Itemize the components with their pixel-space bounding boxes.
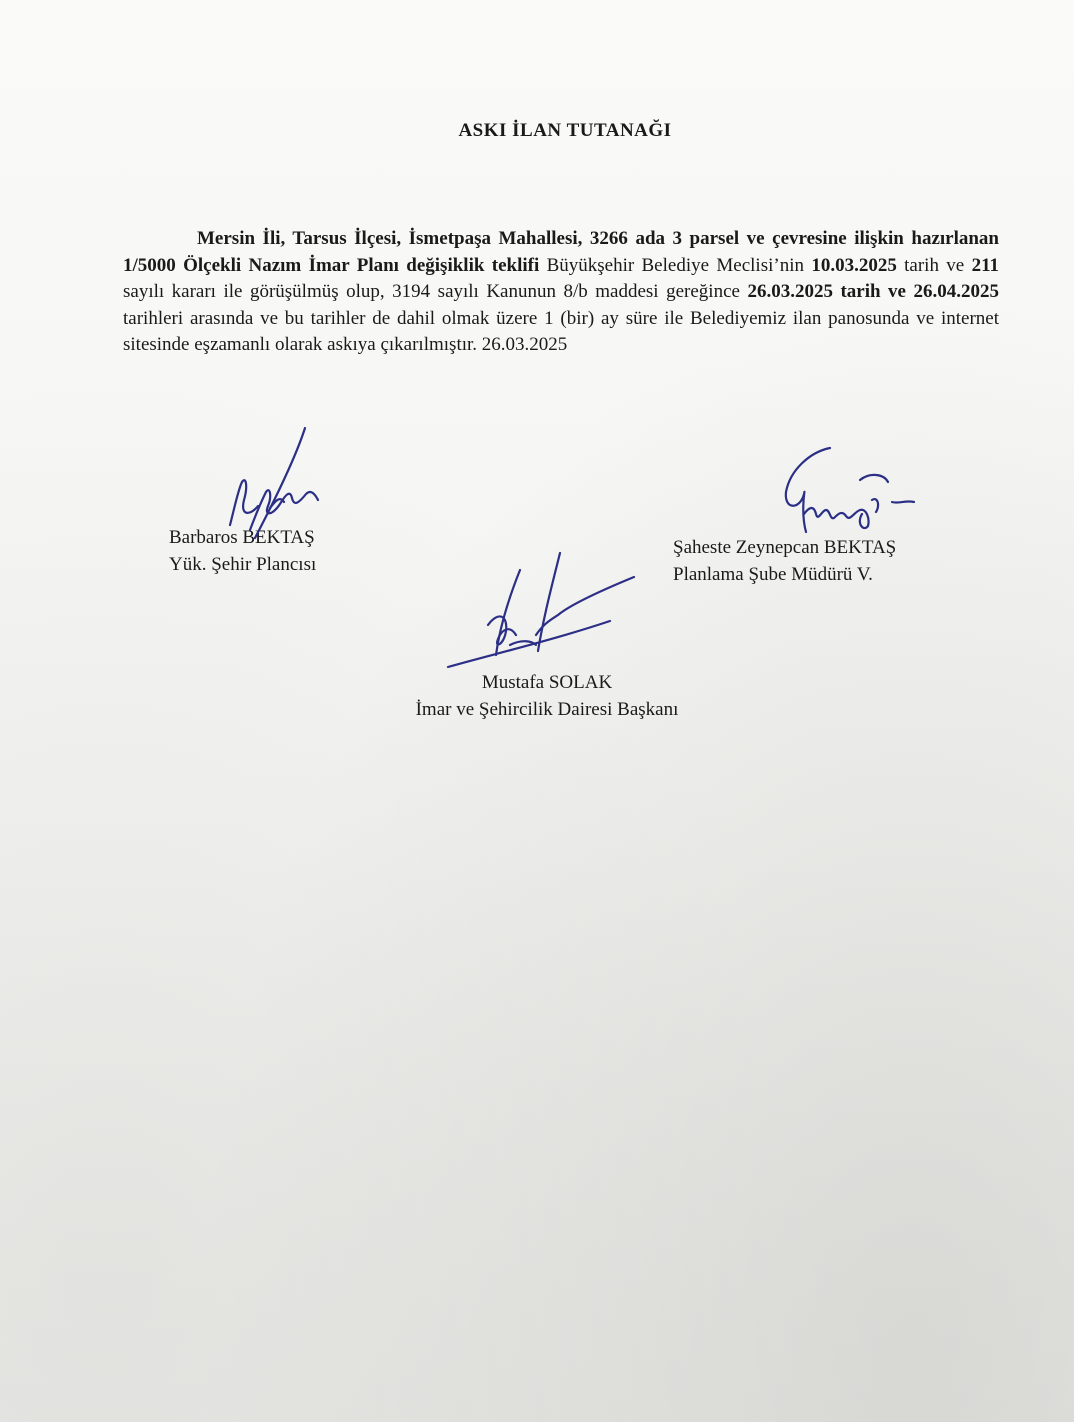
signatory-center [0,669,1074,723]
body-text-2: tarih ve [896,254,972,276]
signatory-left-name: Barbaros BEKTAŞ [169,527,315,548]
signatory-left [169,524,316,578]
signatory-center-name: Mustafa SOLAK [481,672,613,693]
body-bold-date-range: 26.03.2025 tarih ve 26.04.2025 [747,281,999,302]
signatory-right-name: Şaheste Zeynepcan BEKTAŞ [673,537,897,558]
signatory-left-title: Yük. Şehir Plancısı [169,554,317,575]
document-body-paragraph [123,226,999,359]
body-text-1: Büyükşehir Belediye Meclisi’nin [539,254,812,276]
signatory-right [673,534,896,588]
body-text-3: sayılı kararı ile görüşülmüş olup, 3194 sayılı Kanunun 8/b maddesi gereğince [123,281,748,302]
signatory-right-title: Planlama Şube Müdürü V. [673,564,873,585]
body-bold-subject: Mersin İli, Tarsus İlçesi, İsmetpaşa Mahallesi, 3266 ada 3 parsel ve çevresine ilişkin hazırlanan 1/5000 Ölçekli Nazım İmar Planı değişiklik teklifi [123,228,999,276]
signatory-center-title: İmar ve Şehircilik Dairesi Başkanı [415,699,679,720]
body-bold-decision-number: 211 [971,254,1000,276]
body-bold-decision-date: 10.03.2025 [811,254,897,276]
body-text-4: tarihleri arasında ve bu tarihler de dahil olmak üzere 1 (bir) ay süre ile Belediyemiz ilan panosunda ve internet sitesinde eşzamanlı olarak askıya çıkarılmıştır. 26.03.2025 [123,307,999,355]
document-title: ASKI İLAN TUTANAĞI [458,120,672,141]
signature-center-icon [440,545,650,675]
